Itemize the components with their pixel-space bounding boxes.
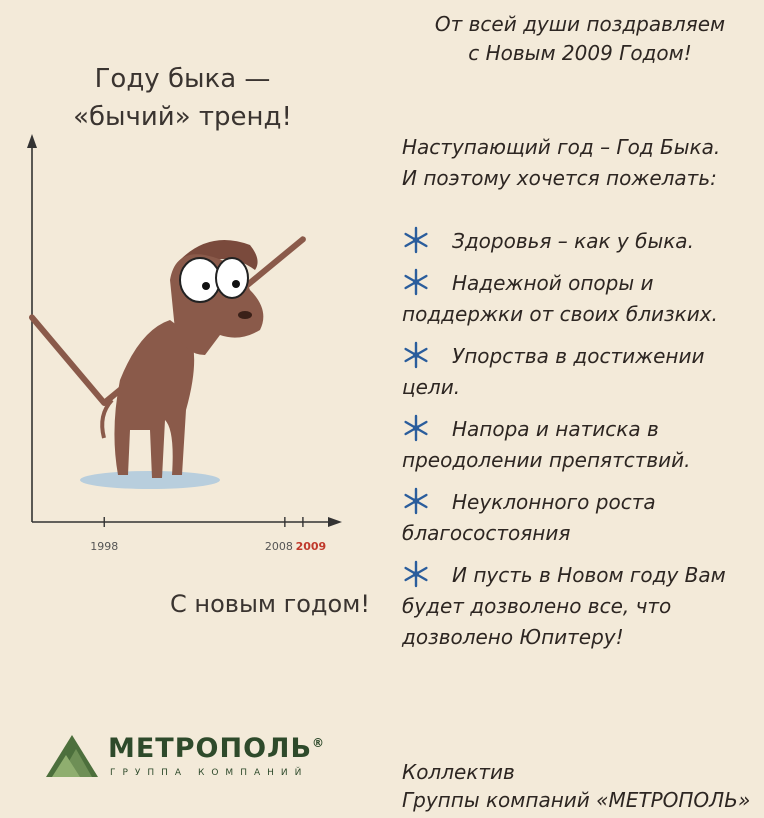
tick-label-2008: 2008 <box>264 540 293 553</box>
wish-item <box>402 560 760 653</box>
wish-text-1: Здоровья – как у быка. <box>452 229 694 253</box>
congrats-line-1: От всей души поздравляем <box>434 12 726 36</box>
wish-text-6b: будет дозволено все, что <box>402 594 672 618</box>
wish-item <box>402 226 760 257</box>
wish-item <box>402 487 760 549</box>
wish-item <box>402 341 760 403</box>
intro-text <box>402 132 757 194</box>
logo-name <box>108 733 325 764</box>
logo-subtitle: ГРУППА КОМПАНИЙ <box>110 768 309 778</box>
wish-text-2a: Надежной опоры и <box>452 271 654 295</box>
title-line-2: «бычий» тренд! <box>73 102 292 132</box>
congrats-line-2: с Новым 2009 Годом! <box>468 41 692 65</box>
logo-emblem-icon <box>46 735 98 777</box>
snowflake-icon <box>402 226 430 254</box>
wish-text-3b: цели. <box>402 375 461 399</box>
intro-line-2: И поэтому хочется пожелать: <box>402 166 717 190</box>
signature-line-2: Группы компаний «МЕТРОПОЛЬ» <box>402 788 751 812</box>
registered-mark: ® <box>312 736 326 750</box>
wish-item <box>402 414 760 476</box>
tick-label-2009: 2009 <box>295 540 327 553</box>
bull-illustration <box>80 240 263 489</box>
wish-text-5a: Неуклонного роста <box>452 490 656 514</box>
bull-trend-chart <box>0 130 360 560</box>
wish-text-6c: дозволено Юпитеру! <box>402 625 624 649</box>
congratulations-header <box>400 10 760 68</box>
wishes-list <box>402 226 760 664</box>
intro-line-1: Наступающий год – Год Быка. <box>402 135 721 159</box>
snowflake-icon <box>402 560 430 588</box>
signature <box>402 758 760 814</box>
snowflake-icon <box>402 268 430 296</box>
wish-text-4b: преодолении препятствий. <box>402 448 691 472</box>
tick-label-1998: 1998 <box>90 540 119 553</box>
wish-item <box>402 268 760 330</box>
card-title <box>40 60 325 136</box>
snowflake-icon <box>402 341 430 369</box>
new-year-greeting: С новым годом! <box>170 590 370 618</box>
x-axis-arrow <box>328 517 342 527</box>
wish-text-2b: поддержки от своих близких. <box>402 302 718 326</box>
logo-name-text: МЕТРОПОЛЬ <box>108 733 313 764</box>
snowflake-icon <box>402 414 430 442</box>
y-axis-arrow <box>27 134 37 148</box>
wish-text-4a: Напора и натиска в <box>452 417 659 441</box>
snowflake-icon <box>402 487 430 515</box>
wish-text-3a: Упорства в достижении <box>452 344 705 368</box>
title-line-1: Году быка — <box>94 64 271 94</box>
wish-text-5b: благосостояния <box>402 521 571 545</box>
signature-line-1: Коллектив <box>402 760 515 784</box>
wish-text-6a: И пусть в Новом году Вам <box>452 563 726 587</box>
